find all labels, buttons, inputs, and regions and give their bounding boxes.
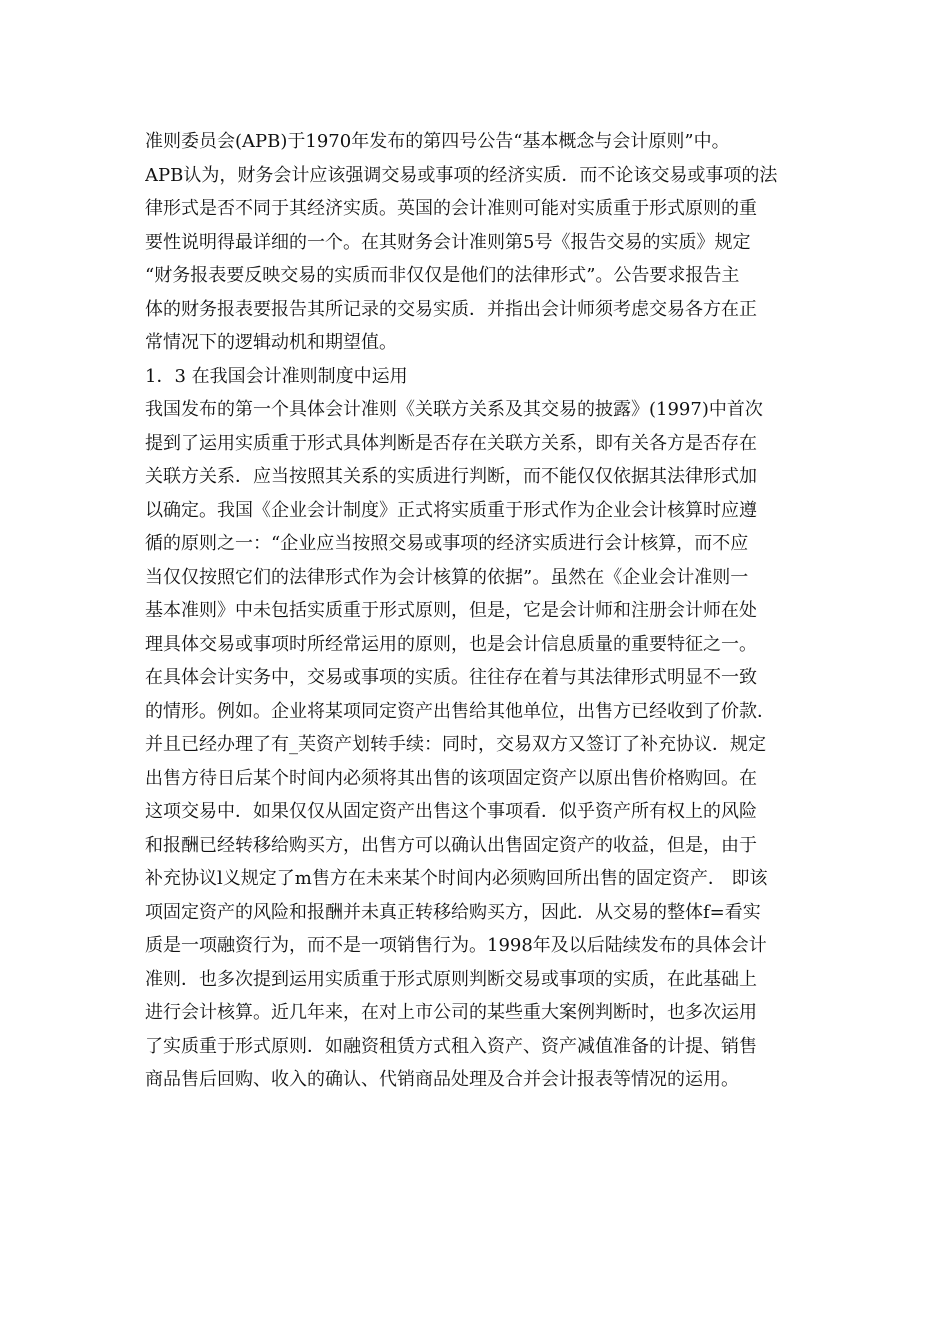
text-line: 和报酬已经转移给购买方，出售方可以确认出售固定资产的收益，但是，由于 bbox=[145, 834, 757, 856]
text-line: 的情形。例如。企业将某项同定资产出售给其他单位，出售方已经收到了价款． bbox=[145, 700, 775, 722]
text-line: 并且已经办理了有_芙资产划转手续：同时，交易双方又签订了补充协议．规定 bbox=[145, 734, 766, 755]
text-line: 我国发布的第一个具体会计准则《关联方关系及其交易的披露》(1997)中首次 bbox=[145, 399, 763, 420]
text-line: 项固定资产的风险和报酬并未真正转移给购买方，因此．从交易的整体f=看实 bbox=[145, 901, 761, 923]
text-line: 这项交易中．如果仅仅从固定资产出售这个事项看．似乎资产所有权上的风险 bbox=[145, 801, 757, 822]
section-heading: 1．3 在我国会计准则制度中运用 bbox=[145, 365, 408, 387]
text-line: 体的财务报表要报告其所记录的交易实质．并指出会计师须考虑交易各方在正 bbox=[145, 298, 757, 320]
text-line: 质是一项融资行为，而不是一项销售行为。1998年及以后陆续发布的具体会计 bbox=[145, 935, 767, 956]
text-line: “财务报表要反映交易的实质而非仅仅是他们的法律形式”。公告要求报告主 bbox=[145, 265, 740, 286]
text-line: 进行会计核算。近几年来，在对上市公司的某些重大案例判断时，也多次运用 bbox=[145, 1002, 757, 1023]
text-line: APB认为，财务会计应该强调交易或事项的经济实质．而不论该交易或事项的法 bbox=[145, 164, 778, 186]
text-line: 理具体交易或事项时所经常运用的原则，也是会计信息质量的重要特征之一。 bbox=[145, 633, 757, 655]
text-line: 提到了运用实质重于形式具体判断是否存在关联方关系，即有关各方是否存在 bbox=[145, 432, 757, 454]
text-line: 常情况下的逻辑动机和期望值。 bbox=[145, 332, 397, 353]
body-text bbox=[145, 125, 810, 1097]
text-line: 补充协议l义规定了m售方在未来某个时间内必须购回所出售的固定资产． 即该 bbox=[145, 868, 768, 889]
text-line: 在具体会计实务中，交易或事项的实质。往往存在着与其法律形式明显不一致 bbox=[145, 667, 757, 688]
text-line: 基本准则》中未包括实质重于形式原则，但是，它是会计师和注册会计师在处 bbox=[145, 600, 757, 621]
text-line: 当仅仅按照它们的法律形式作为会计核算的依据”。虽然在《企业会计准则一 bbox=[145, 566, 749, 588]
text-line: 以确定。我国《企业会计制度》正式将实质重于形式作为企业会计核算时应遵 bbox=[145, 499, 757, 521]
text-line: 准则．也多次提到运用实质重于形式原则判断交易或事项的实质，在此基础上 bbox=[145, 968, 757, 990]
text-line: 关联方关系．应当按照其关系的实质进行判断，而不能仅仅依据其法律形式加 bbox=[145, 466, 757, 487]
text-line: 要性说明得最详细的一个。在其财务会计准则第5号《报告交易的实质》规定 bbox=[145, 231, 751, 253]
text-line: 出售方待日后某个时间内必须将其出售的该项固定资产以原出售价格购回。在 bbox=[145, 767, 757, 789]
text-line: 律形式是否不同于其经济实质。英国的会计准则可能对实质重于形式原则的重 bbox=[145, 198, 757, 219]
text-line: 商品售后回购、收入的确认、代销商品处理及合并会计报表等情况的运用。 bbox=[145, 1069, 739, 1090]
text-line: 了实质重于形式原则．如融资租赁方式租入资产、资产减值准备的计提、销售 bbox=[145, 1035, 757, 1057]
text-line: 准则委员会(APB)于1970年发布的第四号公告“基本概念与会计原则”中。 bbox=[145, 131, 730, 152]
text-line: 循的原则之一：“企业应当按照交易或事项的经济实质进行会计核算，而不应 bbox=[145, 533, 749, 554]
